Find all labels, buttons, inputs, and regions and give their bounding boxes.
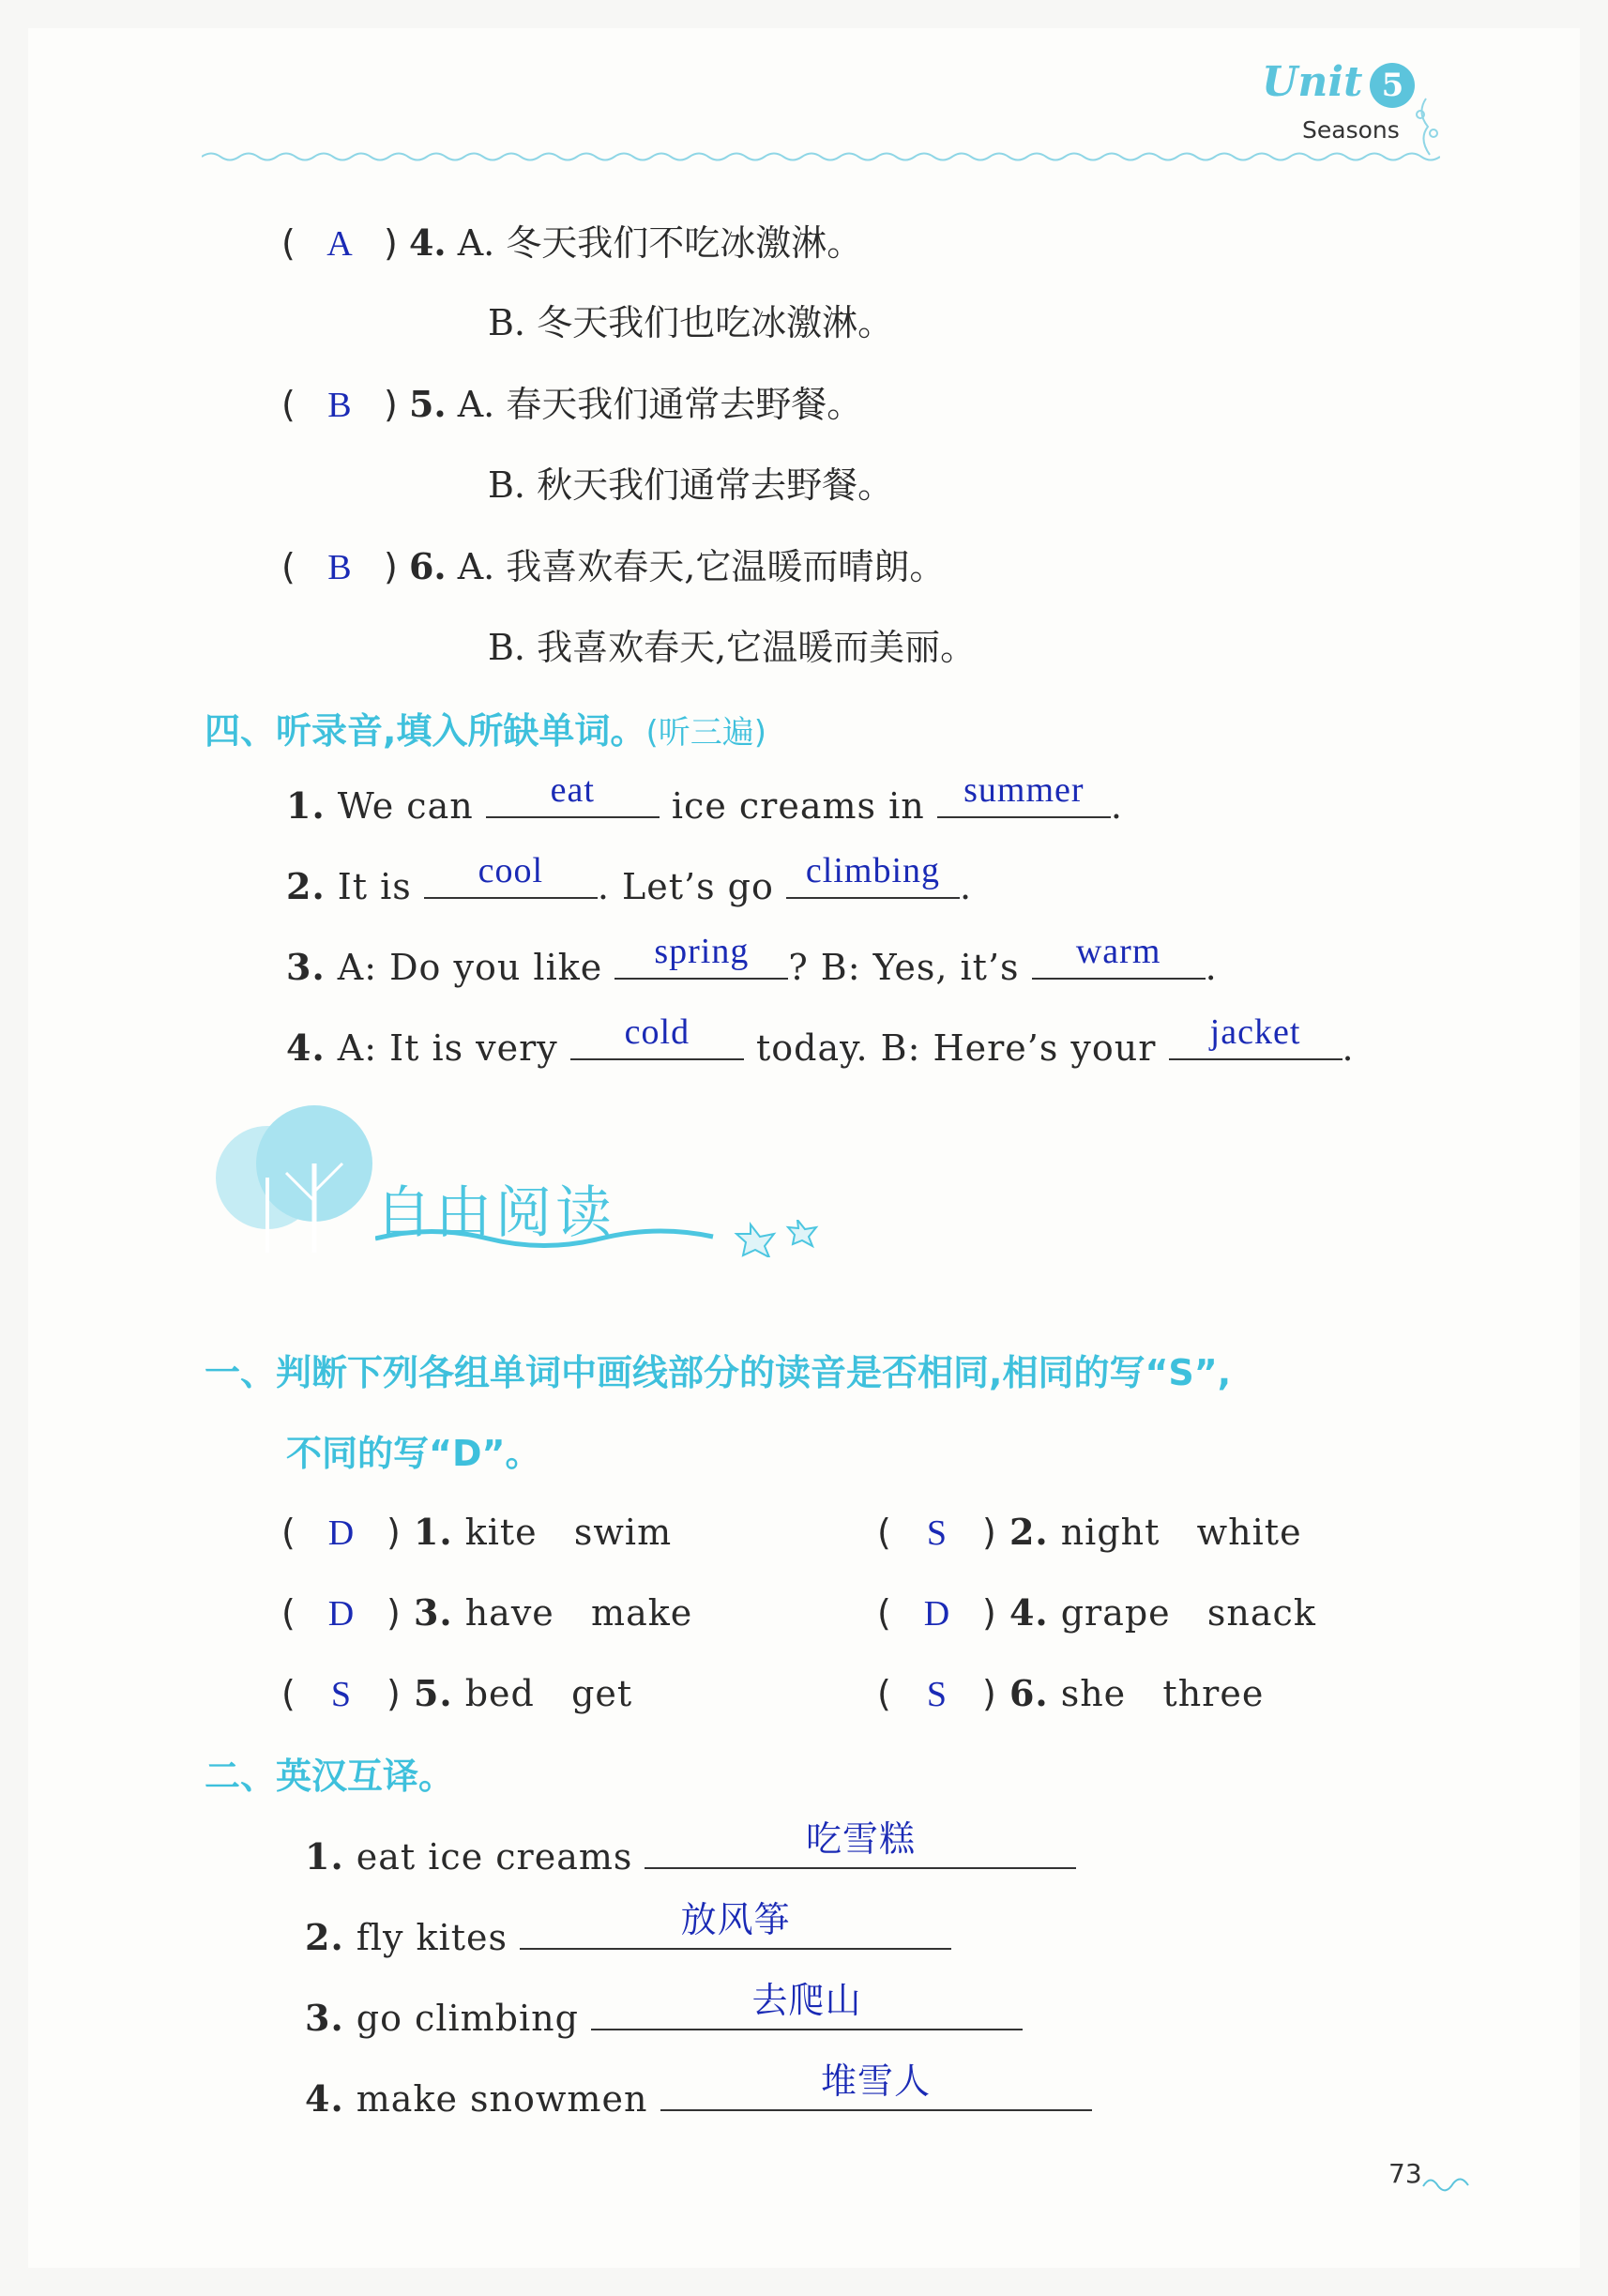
fill-blank[interactable]: summer — [937, 779, 1111, 818]
page-corner-swirl-icon — [1421, 2172, 1478, 2196]
fill-blank[interactable]: cool — [424, 859, 598, 899]
unit-subtitle: Seasons — [1302, 116, 1400, 144]
answer-blank[interactable]: S — [926, 1513, 948, 1553]
answer-blank[interactable]: S — [330, 1675, 352, 1714]
option-a: A. 春天我们通常去野餐。 — [457, 384, 863, 425]
answer-blank[interactable]: D — [327, 1594, 356, 1634]
option-a: A. 我喜欢春天,它温暖而晴朗。 — [457, 546, 946, 587]
phonics-item-1: ( D ) 1. kite swim — [281, 1511, 673, 1553]
phonics-item-3: ( D ) 3. have make — [281, 1591, 693, 1634]
answer-blank[interactable]: D — [327, 1513, 356, 1553]
translate-item-3: 3. go climbing 去爬山 — [305, 1991, 1023, 2039]
item-number: 6. — [408, 545, 447, 587]
fill-item-1: 1. We can eat ice creams in summer . — [286, 770, 1123, 827]
phonics-item-4: ( D ) 4. grape snack — [877, 1591, 1316, 1634]
item-number: 5. — [408, 383, 447, 425]
fill-blank[interactable]: jacket — [1169, 1021, 1343, 1060]
part2-title: 二、英汉互译。 — [205, 1756, 455, 1797]
fill-item-3: 3. A: Do you like spring ? B: Yes, it’s warm . — [286, 932, 1218, 988]
part1-title-line2: 不同的写“D”。 — [286, 1433, 541, 1474]
fill-blank[interactable]: eat — [486, 779, 660, 818]
item-number: 4. — [408, 221, 447, 264]
answer-blank[interactable]: B — [327, 548, 352, 587]
section3-item-4: ( A ) 4. A. 冬天我们不吃冰激淋。 — [281, 221, 863, 264]
reading-banner-title: 自由阅读 — [375, 1180, 615, 1246]
unit-label: Unit — [1262, 58, 1363, 106]
translate-blank[interactable]: 放风筝 — [520, 1910, 951, 1950]
fill-blank[interactable]: cold — [570, 1021, 744, 1060]
phonics-item-5: ( S ) 5. bed get — [281, 1672, 633, 1714]
fill-blank[interactable]: spring — [614, 940, 788, 980]
section3-item-6: ( B ) 6. A. 我喜欢春天,它温暖而晴朗。 — [281, 545, 946, 587]
section3-item-5: ( B ) 5. A. 春天我们通常去野餐。 — [281, 383, 863, 425]
fill-item-4: 4. A: It is very cold today. B: Here’s your jacket . — [286, 1012, 1355, 1069]
translate-blank[interactable]: 去爬山 — [591, 1991, 1023, 2030]
tree-decoration-icon — [202, 1098, 389, 1257]
translate-blank[interactable]: 吃雪糕 — [645, 1830, 1076, 1869]
translate-item-4: 4. make snowmen 堆雪人 — [305, 2072, 1092, 2120]
fill-item-2: 2. It is cool . Let’s go climbing . — [286, 851, 973, 907]
section3-item-6-option-b: B. 我喜欢春天,它温暖而美丽。 — [488, 627, 977, 668]
answer-blank[interactable]: A — [326, 224, 353, 264]
part1-title-line1: 一、判断下列各组单词中画线部分的读音是否相同,相同的写“S”, — [205, 1352, 1232, 1393]
phonics-item-6: ( S ) 6. she three — [877, 1672, 1265, 1714]
unit-heading — [1262, 58, 1415, 108]
translate-item-2: 2. fly kites 放风筝 — [305, 1910, 951, 1958]
page-number: 73 — [1388, 2158, 1422, 2189]
fill-blank[interactable]: climbing — [786, 859, 960, 899]
header-wave-divider — [202, 150, 1440, 163]
phonics-item-2: ( S ) 2. night white — [877, 1511, 1302, 1553]
fill-blank[interactable]: warm — [1032, 940, 1206, 980]
translate-blank[interactable]: 堆雪人 — [660, 2072, 1092, 2111]
answer-blank[interactable]: D — [923, 1594, 951, 1634]
option-a: A. 冬天我们不吃冰激淋。 — [457, 222, 863, 264]
banner-wave-icon — [375, 1220, 826, 1257]
section4-title: 四、听录音,填入所缺单词。(听三遍) — [205, 710, 766, 752]
translate-item-1: 1. eat ice creams 吃雪糕 — [305, 1830, 1076, 1878]
section3-item-5-option-b: B. 秋天我们通常去野餐。 — [488, 464, 894, 506]
unit-number-badge: 5 — [1370, 63, 1415, 108]
answer-blank[interactable]: S — [926, 1675, 948, 1714]
answer-blank[interactable]: B — [327, 386, 352, 425]
leaf-decoration-icon — [1407, 94, 1445, 160]
section3-item-4-option-b: B. 冬天我们也吃冰激淋。 — [488, 302, 894, 343]
